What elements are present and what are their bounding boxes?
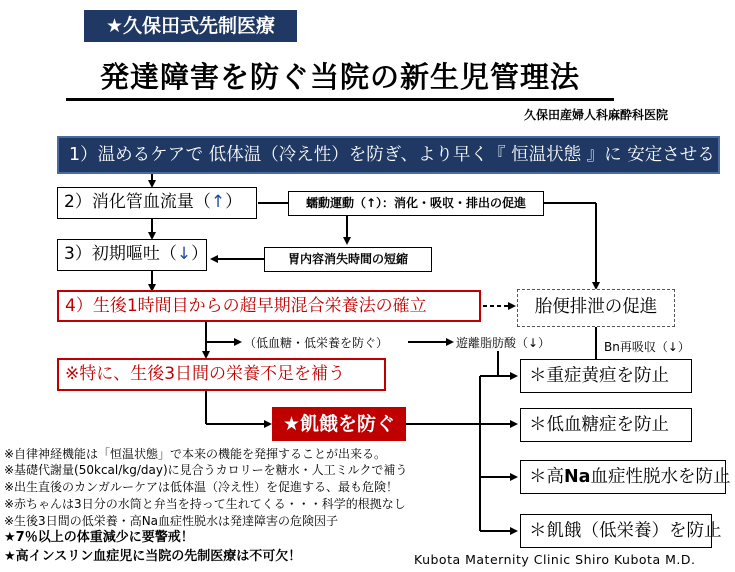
- outcome-dehydration-na: Na: [564, 467, 591, 487]
- note-myth: ※赤ちゃんは3日分の水筒と弁当を持って生れてくる・・・科学的根拠なし: [4, 497, 406, 511]
- method-tag: ★久保田式先制医療: [84, 10, 297, 42]
- step2-label: 2）消化管血流量（: [64, 192, 211, 212]
- outcome-malnutrition: ＊飢餓（低栄養）を防止: [520, 514, 712, 548]
- note-kangaroo-care: ※出生直後のカンガルーケアは低体温（冷え性）を促進する、最も危険！: [4, 480, 399, 494]
- step3-label: 3）初期嘔吐（: [64, 244, 177, 264]
- peristalsis-box: 蠕動運動（↑）：消化・吸収・排出の促進: [288, 191, 544, 216]
- up-arrow-icon: ↑: [210, 192, 226, 212]
- step3-box: [57, 239, 207, 271]
- hypoglycemia-note: （低血糖・低栄養を防ぐ）: [244, 336, 389, 350]
- outcome-dehydration: [520, 460, 731, 494]
- note-risk-factor: ※生後3日間の低栄養・高Na血症性脱水は発達障害の危険因子: [4, 514, 339, 528]
- note-autonomic: ※自律神経機能は「恒温状態」で本来の機能を発揮することが出来る。: [4, 447, 387, 461]
- step4-box: 4）生後1時間目からの超早期混合栄養法の確立: [57, 290, 481, 322]
- title-underline: [66, 98, 614, 101]
- outcome-hypoglycemia: ＊低血糖症を防止: [520, 408, 692, 442]
- step1-box: 1）温めるケアで 低体温（冷え性）を防ぎ、より早く『 恒温状態 』に 安定させる: [57, 136, 720, 174]
- outcome-dehydration-suffix: 血症性脱水を防止: [590, 467, 731, 487]
- step2-label-end: ）: [225, 192, 243, 212]
- supplement-box: ※特に、生後3日間の栄養不足を補う: [57, 358, 386, 391]
- outcome-dehydration-prefix: ＊高: [529, 467, 564, 487]
- clinic-name: 久保田産婦人科麻酔科医院: [524, 108, 669, 122]
- starvation-box: ★飢餓を防ぐ: [272, 407, 406, 441]
- page-title: 発達障害を防ぐ当院の新生児管理法: [99, 60, 580, 94]
- note-hyperinsulinemia: ★高インスリン血症児に当院の先制医療は不可欠！: [4, 549, 302, 564]
- ffa-label: 遊離脂肪酸（↓）: [456, 336, 551, 350]
- step3-label-end: ）: [191, 244, 209, 264]
- footer-credit: Kubota Maternity Clinic Shiro Kubota M.D.: [414, 552, 696, 567]
- step2-box: [57, 187, 257, 219]
- note-metabolism: ※基礎代謝量(50kcal/kg/day)に見合うカロリーを糖水・人工ミルクで補う: [4, 463, 408, 477]
- note-weight-loss: ★7％以上の体重減少に要警戒！: [4, 530, 194, 545]
- meconium-box: 胎便排泄の促進: [517, 289, 675, 327]
- bn-reabsorption-label: Bn再吸収（↓）: [604, 340, 690, 354]
- gastric-emptying-box: 胃内容消失時間の短縮: [264, 247, 432, 272]
- down-arrow-icon: ↓: [176, 244, 192, 264]
- outcome-jaundice: ＊重症黄疸を防止: [520, 359, 692, 393]
